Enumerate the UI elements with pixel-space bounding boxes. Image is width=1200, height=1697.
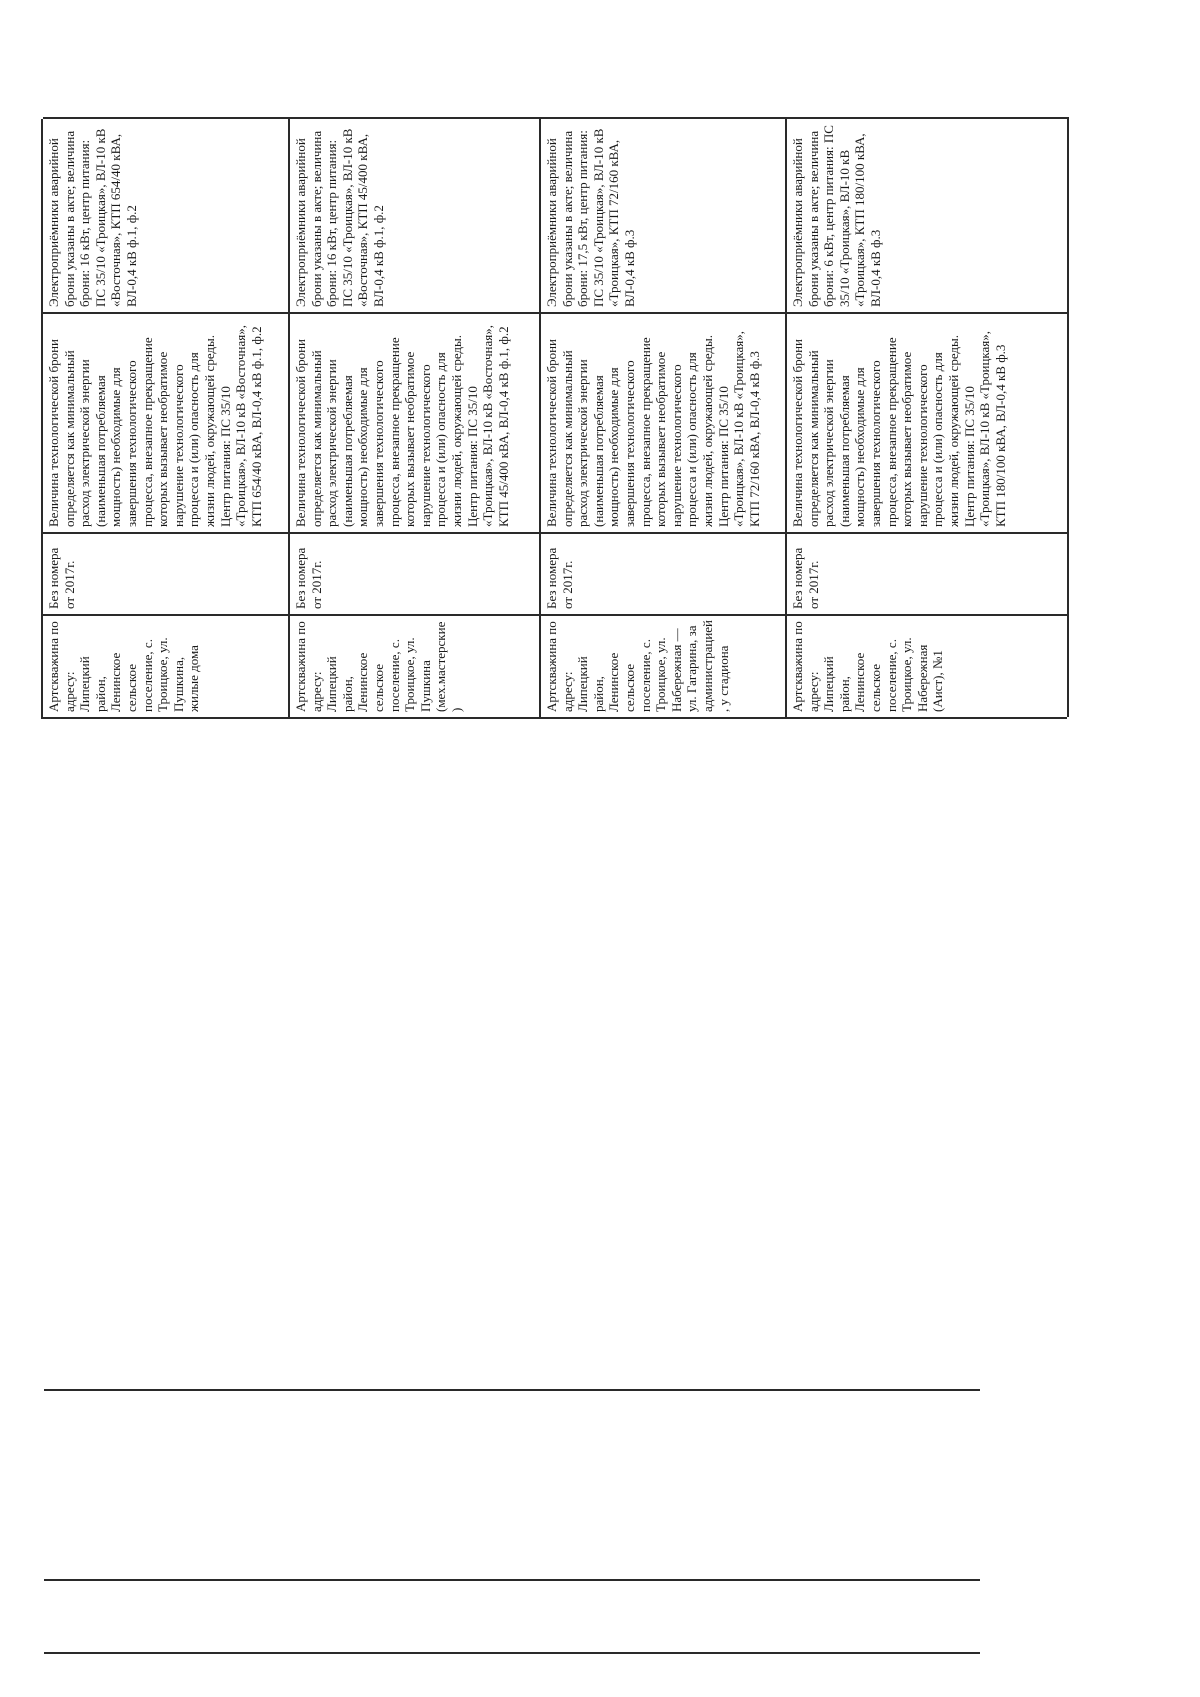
act-cell: Без номера от 2017г. xyxy=(787,532,1069,614)
rotated-page-content xyxy=(0,87,1200,1697)
horizontal-rule xyxy=(44,1652,980,1654)
address-cell: Артскважина по адресу: Липецкий район, Ленинское сельское поселение, с. Троицкое, ул. Набережная (Аист), №1 xyxy=(787,614,1069,717)
address-cell: Артскважина по адресу: Липецкий район, Ленинское сельское поселение, с. Троицкое, ул. Набережная — ул. Гагарина, за администрацией, у стадиона xyxy=(541,614,787,717)
address-cell: Артскважина по адресу: Липецкий район, Ленинское сельское поселение, с. Троицкое, ул. Пушкина (мех.мастерские) xyxy=(290,614,541,717)
reserve-table xyxy=(41,119,1067,719)
emergency-reserve-cell: Электроприёмники аварийной брони указаны в акте; величина брони: 16 кВт, центр питания: ПС 35/10 «Троицкая», ВЛ-10 кВ «Восточная», КТП 654/40 кВА, ВЛ-0,4 кВ ф.1, ф.2 xyxy=(43,117,290,312)
tech-reserve-cell: Величина технологической брони определяется как минимальный расход электрической энергии (наименьшая потребляемая мощность) необходимые для завершения технологического процесса, внезапное прекращение которых вызывает необратимое нарушение технологического процесса и (или) опасность для жизни людей, окружающей среды. Центр питания: ПС 35/10 «Троицкая», ВЛ-10 кВ «Восточная», КТП 654/40 кВА, ВЛ-0,4 кВ ф.1, ф.2 xyxy=(43,312,290,532)
tech-reserve-cell: Величина технологической брони определяется как минимальный расход электрической энергии (наименьшая потребляемая мощность) необходимые для завершения технологического процесса, внезапное прекращение которых вызывает необратимое нарушение технологического процесса и (или) опасность для жизни людей, окружающей среды. Центр питания: ПС 35/10 «Троицкая», ВЛ-10 кВ «Восточная», КТП 45/400 кВА, ВЛ-0,4 кВ ф.1, ф.2 xyxy=(290,312,541,532)
horizontal-rule xyxy=(44,1389,980,1391)
emergency-reserve-cell: Электроприёмники аварийной брони указаны в акте; величина брони: 16 кВт, центр питания: ПС 35/10 «Троицкая», ВЛ-10 кВ «Восточная», КТП 45/400 кВА, ВЛ-0,4 кВ ф.1, ф.2 xyxy=(290,117,541,312)
emergency-reserve-cell: Электроприёмники аварийной брони указаны в акте; величина брони: 17,5 кВт, центр питания: ПС 35/10 «Троицкая», ВЛ-10 кВ «Троицкая», КТП 72/160 кВА, ВЛ-0,4 кВ ф.3 xyxy=(541,117,787,312)
horizontal-rule xyxy=(44,1579,980,1581)
tech-reserve-cell: Величина технологической брони определяется как минимальный расход электрической энергии (наименьшая потребляемая мощность) необходимые для завершения технологического процесса, внезапное прекращение которых вызывает необратимое нарушение технологического процесса и (или) опасность для жизни людей, окружающей среды. Центр питания: ПС 35/10 «Троицкая», ВЛ-10 кВ «Троицкая», КТП 180/100 кВА, ВЛ-0,4 кВ ф.3 xyxy=(787,312,1069,532)
tech-reserve-cell: Величина технологической брони определяется как минимальный расход электрической энергии (наименьшая потребляемая мощность) необходимые для завершения технологического процесса, внезапное прекращение которых вызывает необратимое нарушение технологического процесса и (или) опасность для жизни людей, окружающей среды. Центр питания: ПС 35/10 «Троицкая», ВЛ-10 кВ «Троицкая», КТП 72/160 кВА, ВЛ-0,4 кВ ф.3 xyxy=(541,312,787,532)
emergency-reserve-cell: Электроприёмники аварийной брони указаны в акте; величина брони: 6 кВт, центр питания: ПС 35/10 «Троицкая», ВЛ-10 кВ «Троицкая», КТП 180/100 кВА, ВЛ-0,4 кВ ф.3 xyxy=(787,117,1069,312)
act-cell: Без номера от 2017г. xyxy=(43,532,290,614)
act-cell: Без номера от 2017г. xyxy=(290,532,541,614)
address-cell: Артскважина по адресу: Липецкий район, Ленинское сельское поселение, с. Троицкое, ул. Пушкина, жилые дома xyxy=(43,614,290,717)
act-cell: Без номера от 2017г. xyxy=(541,532,787,614)
